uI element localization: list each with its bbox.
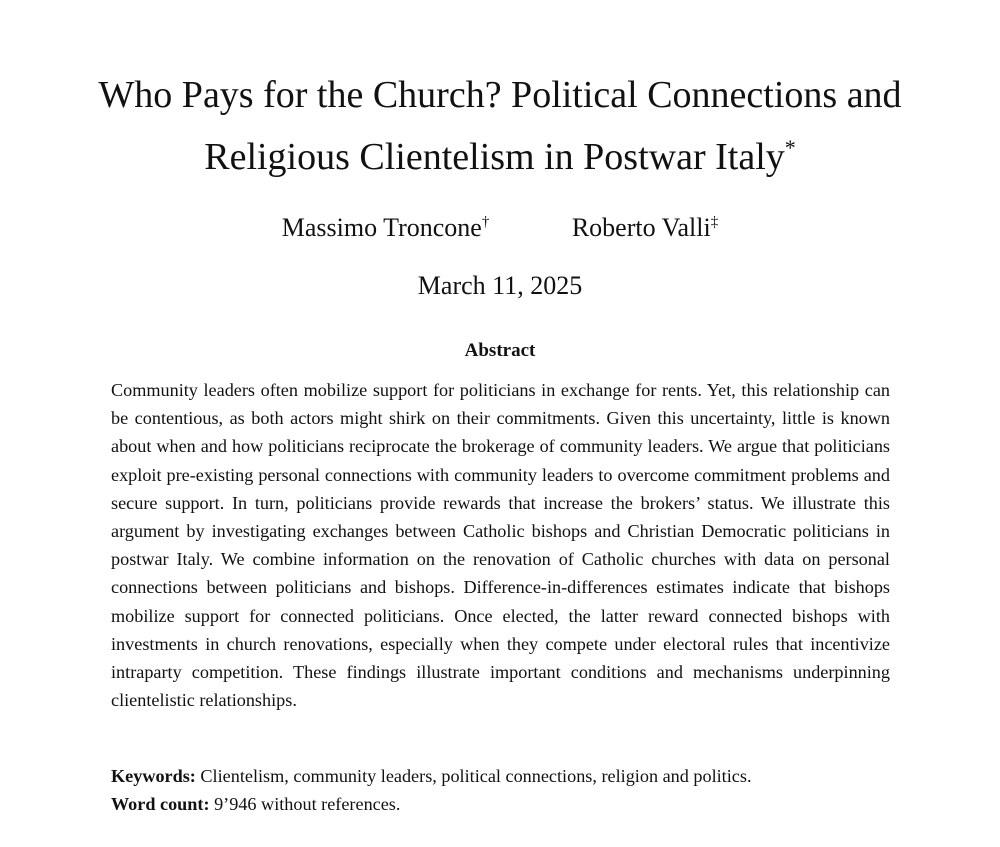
word-count-line <box>111 790 890 818</box>
author-2-footnote-mark: ‡ <box>710 214 719 230</box>
author-1-name: Massimo Troncone <box>281 213 482 242</box>
author-2 <box>572 210 718 246</box>
paper-title <box>40 64 960 188</box>
title-footnote-mark: * <box>784 135 796 160</box>
author-1 <box>282 210 490 246</box>
title-line-2-text: Religious Clientelism in Postwar Italy <box>204 136 785 178</box>
word-count-value: 9’946 without references. <box>214 794 401 814</box>
author-2-name: Roberto Valli <box>571 213 711 242</box>
abstract-heading: Abstract <box>464 340 536 361</box>
author-list <box>0 210 1000 246</box>
word-count-label: Word count: <box>111 794 210 814</box>
publication-date: March 11, 2025 <box>417 271 583 300</box>
keywords-value: Clientelism, community leaders, political connections, religion and politics. <box>200 766 752 786</box>
abstract-text: Community leaders often mobilize support for politicians in exchange for rents. Yet, this relationship can be contentious, as both actors might shirk on their commitments. Given this uncertainty, little is known about when and how politicians reciprocate the brokerage of community leaders. We argue that politicians exploit pre-existing personal connections with community leaders to overcome commitment problems and secure support. In turn, politicians provide rewards that increase the brokers’ status. We illustrate this argument by investigating exchanges between Catholic bishops and Christian Democratic politicians in postwar Italy. We combine information on the renovation of Catholic churches with data on personal connections between politicians and bishops. Difference-in-differences estimates indicate that bishops mobilize support for connected politicians. Once elected, the latter reward connected bishops with investments in church renovations, especially when they compete under electoral rules that incentivize intraparty competition. These findings illustrate important conditions and mechanisms underpinning clientelistic relationships. <box>111 380 890 711</box>
author-1-footnote-mark: † <box>481 214 490 230</box>
keywords-line <box>111 762 890 790</box>
title-line-2 <box>40 126 960 188</box>
title-line-1: Who Pays for the Church? Political Connections and <box>98 74 902 116</box>
keywords-label: Keywords: <box>111 766 196 786</box>
